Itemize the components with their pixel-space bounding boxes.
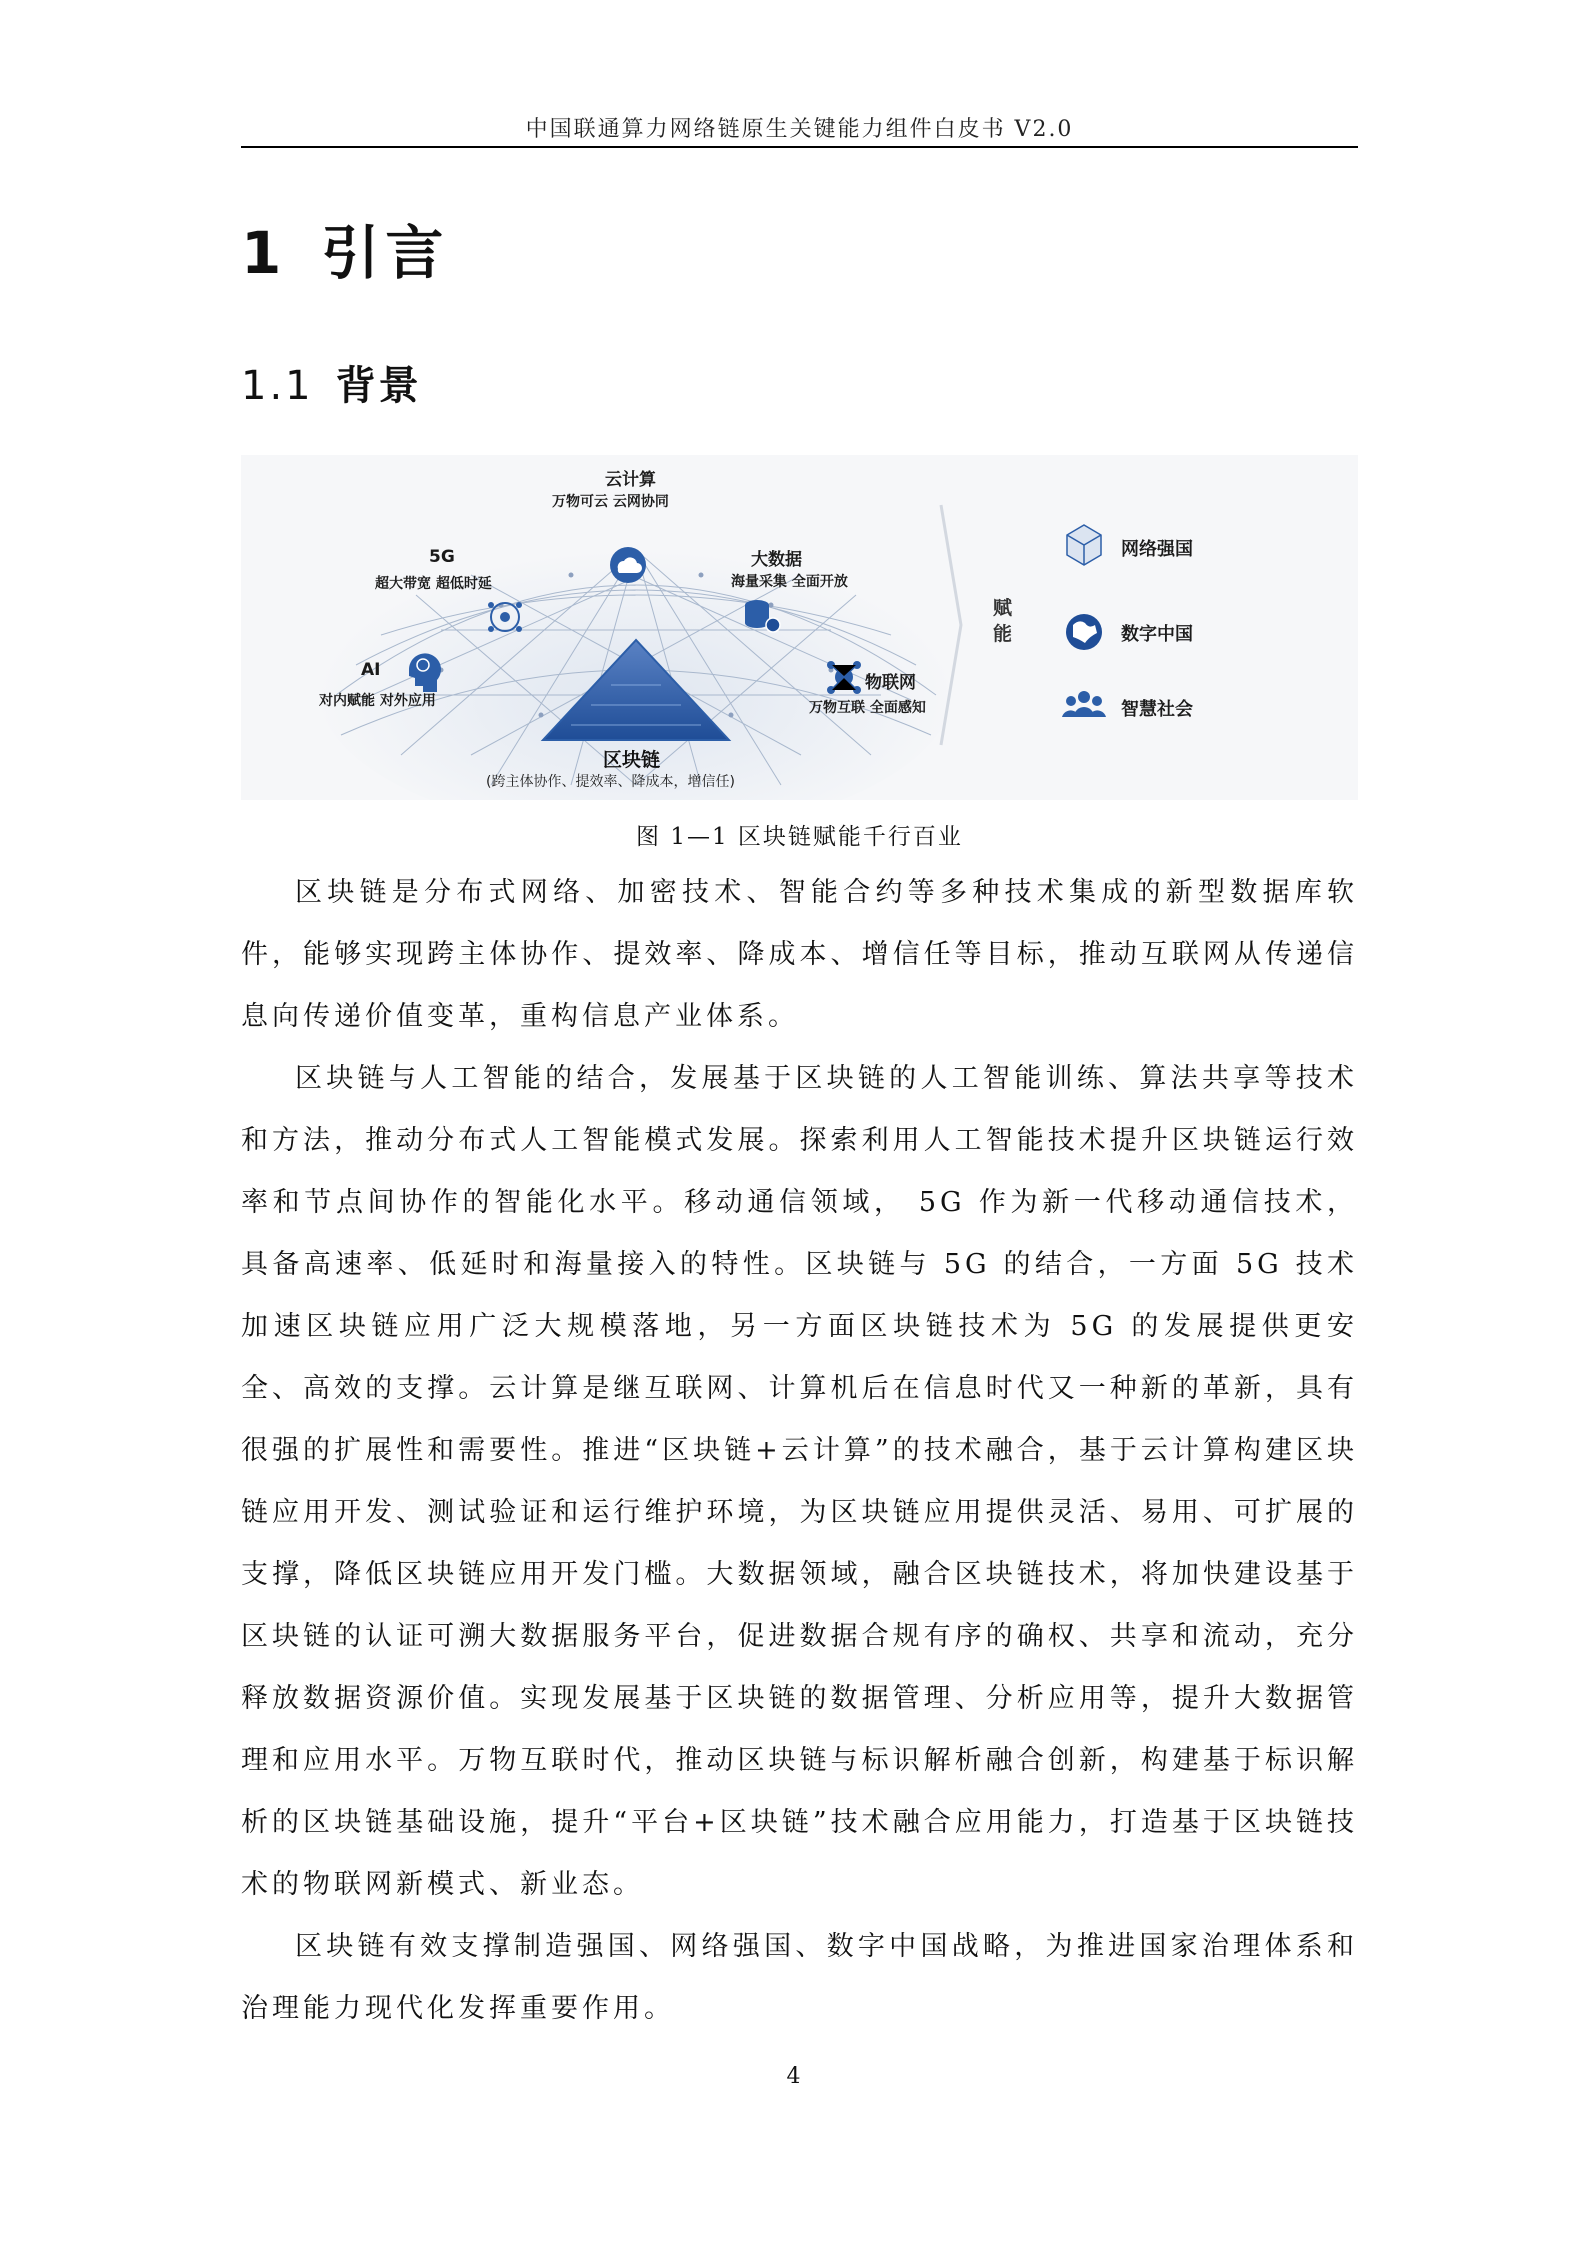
paragraph: 区块链与人工智能的结合，发展基于区块链的人工智能训练、算法共享等技术和方法，推动分布式人工智能模式发展。探索利用人工智能技术提升区块链运行效率和节点间协作的智能化水平。移动通信领域， 5G 作为新一代移动通信技术，具备高速率、低延时和海量接入的特性。区块链与 5G 的结合，一方面 5G 技术加速区块链应用广泛大规模落地，另一方面区块链技术为 5G 的发展提供更安全、高效的支撑。云计算是继互联网、计算机后在信息时代又一种新的革新，具有很强的扩展性和需要性。推进“区块链+云计算”的技术融合，基于云计算构建区块链应用开发、测试验证和运行维护环境，为区块链应用提供灵活、易用、可扩展的支撑，降低区块链应用开发门槛。大数据领域，融合区块链技术，将加快建设基于区块链的认证可溯大数据服务平台，促进数据合规有序的确权、共享和流动，充分释放数据资源价值。实现发展基于区块链的数据管理、分析应用等，提升大数据管理和应用水平。万物互联时代，推动区块链与标识解析融合创新，构建基于标识解析的区块链基础设施，提升“平台+区块链”技术融合应用能力，打造基于区块链技术的物联网新模式、新业态。 <box>241 1063 1358 1900</box>
section-title: 引言 <box>321 219 450 287</box>
center-title: 区块链 <box>603 749 661 771</box>
globe-icon <box>1066 614 1102 650</box>
section-number: 1 <box>241 219 288 287</box>
blockchain-empowerment-figure <box>241 455 1358 800</box>
ai-sub: 对内赋能 对外应用 <box>319 693 436 709</box>
target-label: 网络强国 <box>1121 539 1193 560</box>
empower-label: 赋能 <box>993 597 1013 645</box>
target-label: 数字中国 <box>1121 624 1193 645</box>
page-number: 4 <box>786 2064 801 2089</box>
subsection-heading <box>241 354 422 411</box>
5g-sub: 超大带宽 超低时延 <box>375 576 492 592</box>
paragraph: 区块链是分布式网络、加密技术、智能合约等多种技术集成的新型数据库软件，能够实现跨主体协作、提效率、降成本、增信任等目标，推动互联网从传递信息向传递价值变革，重构信息产业体系。 <box>241 877 1358 1032</box>
target-digital-china <box>1121 620 1193 646</box>
target-network-power <box>1121 535 1193 561</box>
body-text <box>241 862 1358 2040</box>
5g-title: 5G <box>429 547 455 567</box>
people-icon <box>1062 691 1106 717</box>
target-label: 智慧社会 <box>1121 699 1193 720</box>
cloud-sub: 万物可云 云网协同 <box>552 494 669 510</box>
iot-title: 物联网 <box>865 673 916 693</box>
cloud-icon <box>610 547 646 583</box>
cube-grid-icon <box>1067 525 1101 565</box>
bigdata-title: 大数据 <box>751 550 802 570</box>
running-header: 中国联通算力网络链原生关键能力组件白皮书 V2.0 <box>525 117 1074 142</box>
paragraph: 区块链有效支撑制造强国、网络强国、数字中国战略，为推进国家治理体系和治理能力现代化发挥重要作用。 <box>241 1931 1358 2024</box>
figure-caption: 图 1—1 区块链赋能千行百业 <box>636 824 963 850</box>
subsection-number: 1.1 <box>241 363 314 409</box>
subsection-title: 背景 <box>335 363 422 409</box>
header-rule <box>241 146 1358 148</box>
bigdata-sub: 海量采集 全面开放 <box>731 574 848 590</box>
ai-title: AI <box>361 660 381 680</box>
target-smart-society <box>1121 695 1193 721</box>
cloud-title: 云计算 <box>605 470 656 490</box>
center-sub: (跨主体协作、提效率、降成本，增信任) <box>486 774 735 790</box>
iot-sub: 万物互联 全面感知 <box>809 700 926 716</box>
section-heading <box>241 206 449 290</box>
